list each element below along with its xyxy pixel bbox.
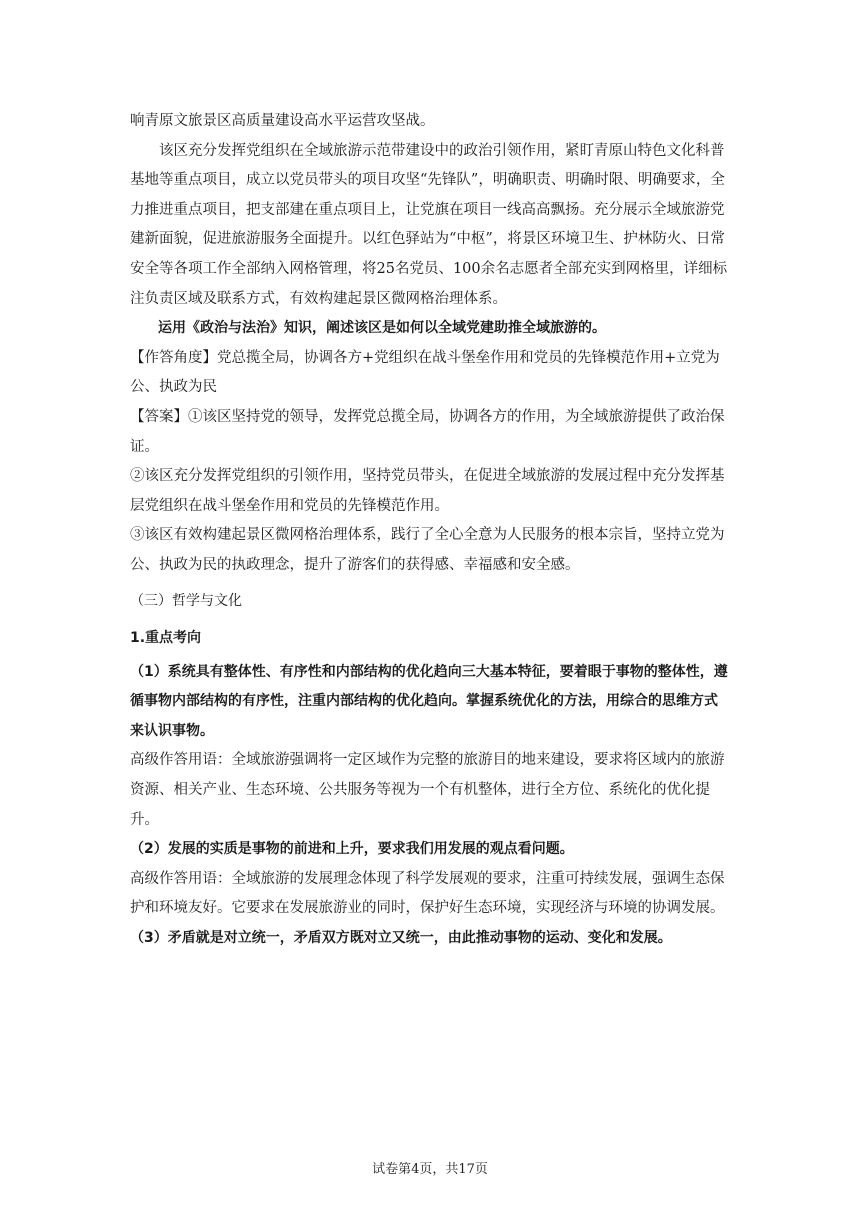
question-text: 运用《政治与法治》知识，阐述该区是如何以全域党建助推全域旅游的。 xyxy=(158,320,606,337)
answer-angle: 【作答角度】党总揽全局，协调各方+党组织在战斗堡垒作用和党员的先锋模范作用+立党为公、执政为民 xyxy=(130,349,720,396)
page-footer: 试卷第4页，共17页 xyxy=(372,1162,488,1177)
key-point-1: （1）系统具有整体性、有序性和内部结构的优化趋向三大基本特征，要着眼于事物的整体性，遵循事物内部结构的有序性，注重内部结构的优化趋向。掌握系统优化的方法，用综合的思维方式来认识事物。 xyxy=(130,663,728,739)
advanced-answer-1: 高级作答用语：全域旅游强调将一定区域作为完整的旅游目的地来建设，要求将区域内的旅游资源、相关产业、生态环境、公共服务等视为一个有机整体，进行全方位、系统化的优化提升。 xyxy=(130,752,725,828)
answer-item-3: ③该区有效构建起景区微网格治理体系，践行了全心全意为人民服务的根本宗旨，坚持立党为公、执政为民的执政理念，提升了游客们的获得感、幸福感和安全感。 xyxy=(130,527,725,573)
subsection-heading: 1.重点考向 xyxy=(130,630,202,647)
answer-item-2: ②该区充分发挥党组织的引领作用，坚持党员带头，在促进全域旅游的发展过程中充分发挥基层党组织在战斗堡垒作用和党员的先锋模范作用。 xyxy=(130,468,725,514)
material-paragraph: 该区充分发挥党组织在全域旅游示范带建设中的政治引领作用，紧盯青原山特色文化科普基地等重点项目，成立以党员带头的项目攻坚“先锋队”，明确职责、明确时限、明确要求，全力推进重点项目，把支部建在重点项目上，让党旗在项目一线高高飘扬。充分展示全域旅游党建新面貌，促进旅游服务全面提升。以红色驿站为“中枢”，将景区环境卫生、护林防火、日常安全等各项工作全部纳入网格管理，将25名党员、100余名志愿者全部充实到网格里，详细标注负责区域及联系方式，有效构建起景区微网格治理体系。 xyxy=(130,142,728,307)
section-heading: （三）哲学与文化 xyxy=(130,592,242,609)
page-content xyxy=(130,107,730,954)
paragraph-continuation: 响青原文旅景区高质量建设高水平运营攻坚战。 xyxy=(130,113,435,129)
key-point-3: （3）矛盾就是对立统一，矛盾双方既对立又统一，由此推动事物的运动、变化和发展。 xyxy=(130,930,672,947)
answer-item-1: 【答案】①该区坚持党的领导，发挥党总揽全局，协调各方的作用，为全域旅游提供了政治保证。 xyxy=(130,408,725,455)
key-point-2: （2）发展的实质是事物的前进和上升，要求我们用发展的观点看问题。 xyxy=(130,841,574,858)
answer-block xyxy=(130,403,730,581)
advanced-answer-2: 高级作答用语：全域旅游的发展理念体现了科学发展观的要求，注重可持续发展，强调生态保护和环境友好。它要求在发展旅游业的同时，保护好生态环境，实现经济与环境的协调发展。 xyxy=(130,870,725,917)
